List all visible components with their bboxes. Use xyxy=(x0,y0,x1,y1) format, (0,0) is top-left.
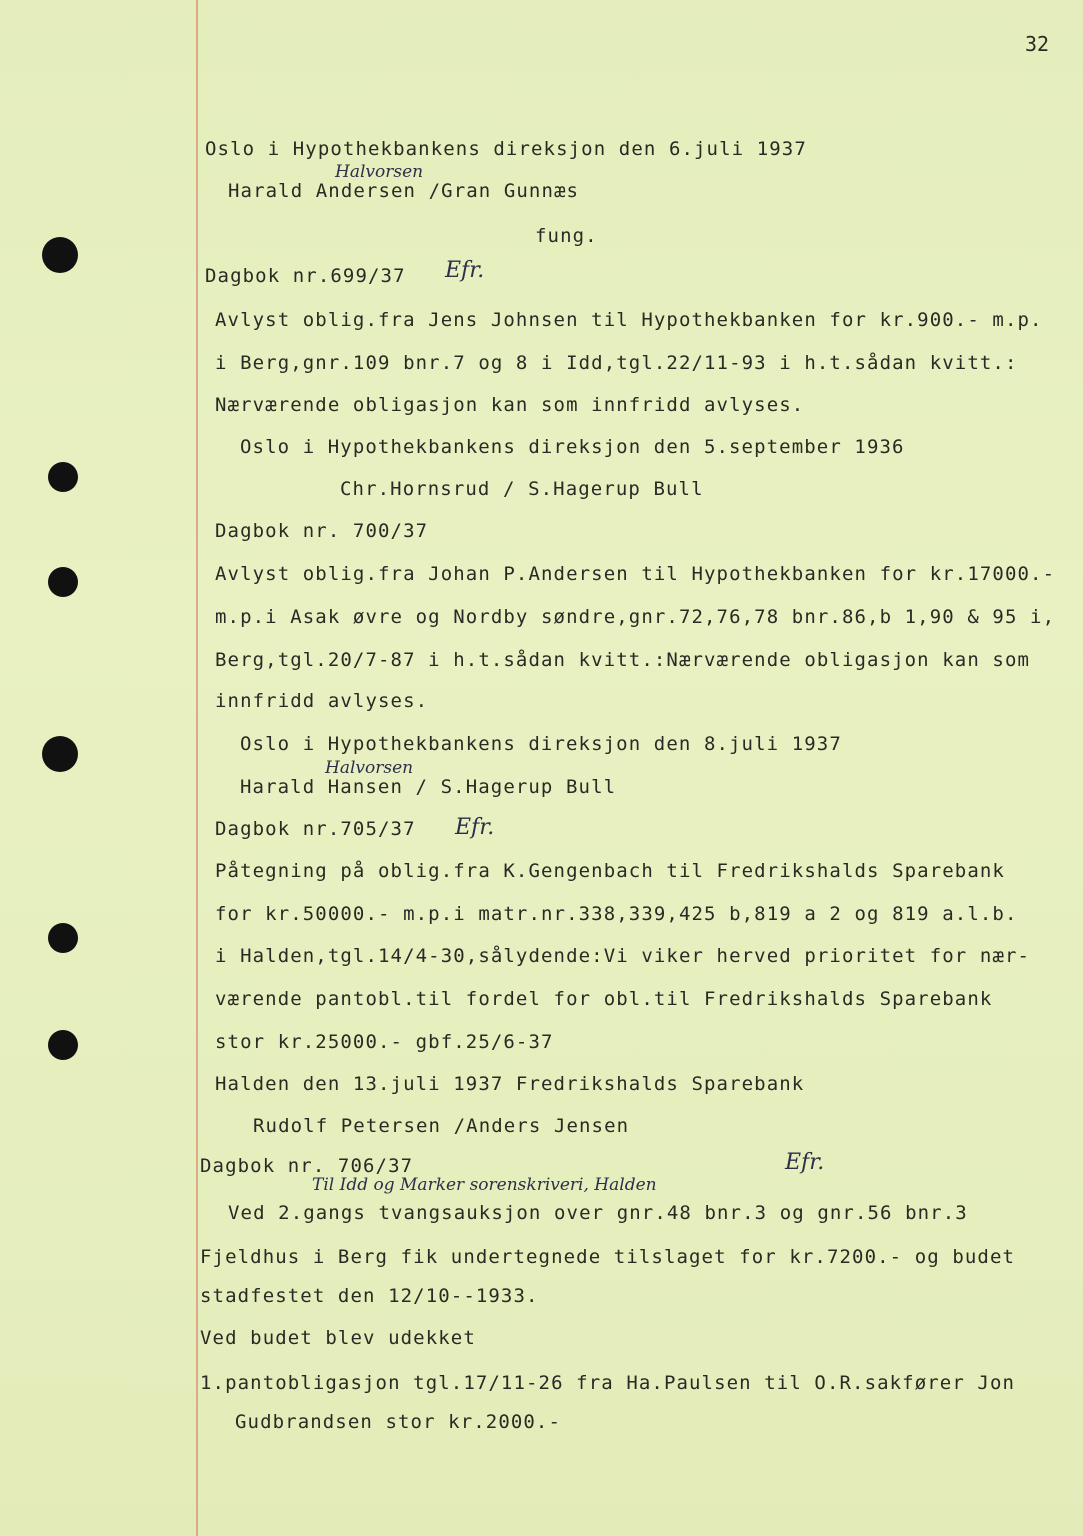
text-line: m.p.i Asak øvre og Nordby søndre,gnr.72,76,78 bnr.86,b 1,90 & 95 i, xyxy=(215,606,1056,628)
text-line: Berg,tgl.20/7-87 i h.t.sådan kvitt.:Nærværende obligasjon kan som xyxy=(215,649,1031,671)
text-line: 1.pantobligasjon tgl.17/11-26 fra Ha.Paulsen til O.R.sakfører Jon xyxy=(200,1372,1016,1394)
text-line: Avlyst oblig.fra Jens Johnsen til Hypothekbanken for kr.900.- m.p. xyxy=(215,309,1043,331)
text-line: værende pantobl.til fordel for obl.til Fredrikshalds Sparebank xyxy=(215,988,993,1010)
text-line: Oslo i Hypothekbankens direksjon den 5.september 1936 xyxy=(240,436,905,458)
text-line: i Berg,gnr.109 bnr.7 og 8 i Idd,tgl.22/11-93 i h.t.sådan kvitt.: xyxy=(215,352,1018,374)
handwritten-initials: Efr. xyxy=(785,1150,825,1175)
text-line: Chr.Hornsrud / S.Hagerup Bull xyxy=(340,478,704,500)
punch-hole-5 xyxy=(48,923,78,953)
text-line: Halden den 13.juli 1937 Fredrikshalds Sparebank xyxy=(215,1073,805,1095)
text-line: Oslo i Hypothekbankens direksjon den 6.juli 1937 xyxy=(205,138,807,160)
text-line: Nærværende obligasjon kan som innfridd avlyses. xyxy=(215,394,805,416)
handwritten-initials: Efr. xyxy=(455,815,495,840)
text-line: Rudolf Petersen /Anders Jensen xyxy=(253,1115,630,1137)
text-line: Dagbok nr.705/37 xyxy=(215,818,416,840)
punch-hole-4 xyxy=(42,736,78,772)
text-line: fung. xyxy=(535,225,598,247)
margin-rule xyxy=(196,0,198,1536)
text-line: innfridd avlyses. xyxy=(215,690,429,712)
handwritten-initials: Efr. xyxy=(445,258,485,283)
text-line: Dagbok nr.699/37 xyxy=(205,265,406,287)
text-line: Fjeldhus i Berg fik undertegnede tilslaget for kr.7200.- og budet xyxy=(200,1246,1016,1268)
handwritten-note: Til Idd og Marker sorenskriveri, Halden xyxy=(312,1175,657,1195)
handwritten-correction: Halvorsen xyxy=(335,162,424,182)
text-line: Gudbrandsen stor kr.2000.- xyxy=(235,1411,562,1433)
text-line: Avlyst oblig.fra Johan P.Andersen til Hypothekbanken for kr.17000.- xyxy=(215,563,1056,585)
punch-hole-2 xyxy=(48,462,78,492)
text-line: Påtegning på oblig.fra K.Gengenbach til Fredrikshalds Sparebank xyxy=(215,860,1005,882)
page-number: 32 xyxy=(1025,32,1050,56)
punch-hole-1 xyxy=(42,237,78,273)
text-line: Harald Hansen / S.Hagerup Bull xyxy=(240,776,617,798)
text-line: Dagbok nr. 706/37 xyxy=(200,1155,414,1177)
punch-hole-6 xyxy=(48,1030,78,1060)
text-line: for kr.50000.- m.p.i matr.nr.338,339,425 b,819 a 2 og 819 a.l.b. xyxy=(215,903,1018,925)
text-line: i Halden,tgl.14/4-30,sålydende:Vi viker herved prioritet for nær- xyxy=(215,945,1031,967)
text-line: stor kr.25000.- gbf.25/6-37 xyxy=(215,1031,554,1053)
text-line: stadfestet den 12/10--1933. xyxy=(200,1285,539,1307)
handwritten-correction: Halvorsen xyxy=(325,758,414,778)
text-line: Harald Andersen /Gran Gunnæs xyxy=(228,180,580,202)
text-line: Dagbok nr. 700/37 xyxy=(215,520,429,542)
text-line: Oslo i Hypothekbankens direksjon den 8.juli 1937 xyxy=(240,733,842,755)
text-line: Ved budet blev udekket xyxy=(200,1327,476,1349)
punch-hole-3 xyxy=(48,567,78,597)
text-line: Ved 2.gangs tvangsauksjon over gnr.48 bnr.3 og gnr.56 bnr.3 xyxy=(228,1202,968,1224)
